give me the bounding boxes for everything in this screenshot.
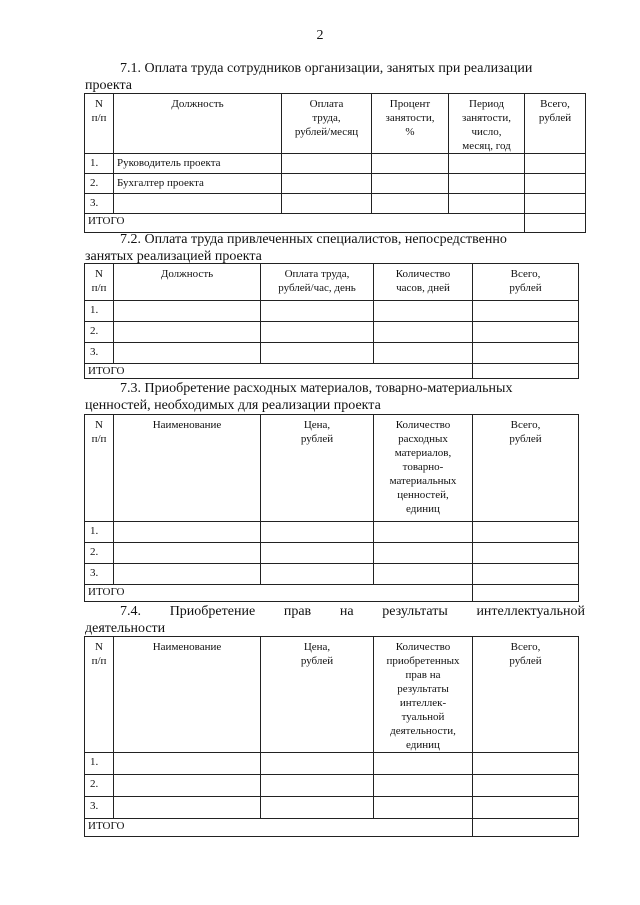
table-cell[interactable] bbox=[372, 154, 449, 174]
total-value-cell[interactable] bbox=[525, 214, 586, 233]
column-header: N п/п bbox=[85, 637, 114, 753]
table-7-4 bbox=[84, 636, 579, 837]
column-header: N п/п bbox=[85, 415, 114, 522]
row-number-cell: 1. bbox=[85, 753, 114, 775]
section-7-3-heading bbox=[85, 380, 585, 414]
table-cell[interactable] bbox=[449, 154, 525, 174]
table-cell[interactable] bbox=[374, 564, 473, 585]
table-cell[interactable] bbox=[261, 322, 374, 343]
row-number-cell: 3. bbox=[85, 194, 114, 214]
table-row bbox=[85, 174, 586, 194]
section-7-3-heading-line2: ценностей, необходимых для реализации проекта bbox=[85, 398, 381, 413]
section-7-2-heading-line2: занятых реализацией проекта bbox=[85, 249, 262, 264]
total-value-cell[interactable] bbox=[473, 364, 579, 379]
table-cell[interactable] bbox=[473, 322, 579, 343]
column-header: Наименование bbox=[114, 637, 261, 753]
total-value-cell[interactable] bbox=[473, 585, 579, 602]
table-7-2 bbox=[84, 263, 579, 379]
table-cell[interactable] bbox=[261, 301, 374, 322]
table-row bbox=[85, 564, 579, 585]
column-header: Наименование bbox=[114, 415, 261, 522]
column-header: Оплата труда, рублей/месяц bbox=[282, 94, 372, 154]
section-7-4-heading-line1: 7.4. Приобретение прав на результаты интеллектуальной bbox=[120, 604, 585, 619]
table-cell[interactable] bbox=[473, 797, 579, 819]
table-cell[interactable] bbox=[114, 322, 261, 343]
row-number-cell: 3. bbox=[85, 564, 114, 585]
table-row bbox=[85, 522, 579, 543]
table-header-row bbox=[85, 264, 579, 301]
table-row bbox=[85, 753, 579, 775]
row-number-cell: 1. bbox=[85, 301, 114, 322]
table-cell[interactable] bbox=[374, 797, 473, 819]
table-cell[interactable] bbox=[261, 753, 374, 775]
row-number-cell: 2. bbox=[85, 775, 114, 797]
row-number-cell: 1. bbox=[85, 154, 114, 174]
table-7-1 bbox=[84, 93, 586, 233]
table-cell[interactable] bbox=[473, 564, 579, 585]
table-cell[interactable] bbox=[449, 174, 525, 194]
table-header-row bbox=[85, 94, 586, 154]
table-cell[interactable] bbox=[114, 543, 261, 564]
column-header: Оплата труда, рублей/час, день bbox=[261, 264, 374, 301]
row-number-cell: 3. bbox=[85, 797, 114, 819]
table-cell[interactable] bbox=[473, 543, 579, 564]
table-cell[interactable] bbox=[282, 174, 372, 194]
table-cell[interactable]: Бухгалтер проекта bbox=[114, 174, 282, 194]
table-cell[interactable] bbox=[473, 522, 579, 543]
table-cell[interactable] bbox=[374, 301, 473, 322]
table-cell[interactable] bbox=[525, 154, 586, 174]
table-cell[interactable] bbox=[282, 194, 372, 214]
table-cell[interactable] bbox=[282, 154, 372, 174]
table-row bbox=[85, 322, 579, 343]
table-cell[interactable] bbox=[374, 543, 473, 564]
total-row bbox=[85, 364, 579, 379]
table-row bbox=[85, 194, 586, 214]
column-header: Всего, рублей bbox=[473, 264, 579, 301]
table-cell[interactable] bbox=[473, 301, 579, 322]
section-7-1-heading-line2: проекта bbox=[85, 78, 132, 93]
table-cell[interactable] bbox=[114, 301, 261, 322]
table-cell[interactable] bbox=[114, 343, 261, 364]
column-header: Всего, рублей bbox=[473, 637, 579, 753]
table-cell[interactable] bbox=[374, 775, 473, 797]
row-number-cell: 3. bbox=[85, 343, 114, 364]
section-7-1-heading-line1: 7.1. Оплата труда сотрудников организации, занятых при реализации bbox=[120, 61, 533, 76]
row-number-cell: 2. bbox=[85, 543, 114, 564]
column-header: Цена, рублей bbox=[261, 637, 374, 753]
total-value-cell[interactable] bbox=[473, 819, 579, 837]
table-cell[interactable] bbox=[114, 564, 261, 585]
table-header-row bbox=[85, 415, 579, 522]
table-cell[interactable] bbox=[374, 322, 473, 343]
total-label: ИТОГО bbox=[85, 214, 525, 233]
table-cell[interactable] bbox=[374, 522, 473, 543]
column-header: Должность bbox=[114, 94, 282, 154]
table-cell[interactable] bbox=[261, 522, 374, 543]
table-cell[interactable] bbox=[473, 753, 579, 775]
column-header: Цена, рублей bbox=[261, 415, 374, 522]
column-header: Процент занятости, % bbox=[372, 94, 449, 154]
total-row bbox=[85, 214, 586, 233]
section-7-2-heading bbox=[85, 231, 585, 265]
column-header: Всего, рублей bbox=[473, 415, 579, 522]
total-label: ИТОГО bbox=[85, 364, 473, 379]
section-7-3-heading-line1: 7.3. Приобретение расходных материалов, товарно-материальных bbox=[120, 381, 513, 396]
column-header: Всего, рублей bbox=[525, 94, 586, 154]
table-cell[interactable] bbox=[525, 174, 586, 194]
row-number-cell: 1. bbox=[85, 522, 114, 543]
table-row bbox=[85, 301, 579, 322]
table-cell[interactable] bbox=[374, 753, 473, 775]
table-header-row bbox=[85, 637, 579, 753]
total-label: ИТОГО bbox=[85, 819, 473, 837]
total-row bbox=[85, 585, 579, 602]
row-number-cell: 2. bbox=[85, 322, 114, 343]
column-header: Должность bbox=[114, 264, 261, 301]
table-row bbox=[85, 154, 586, 174]
table-cell[interactable] bbox=[261, 543, 374, 564]
table-cell[interactable] bbox=[261, 797, 374, 819]
page-number: 2 bbox=[316, 28, 324, 43]
section-7-1-heading bbox=[85, 60, 585, 94]
table-7-3 bbox=[84, 414, 579, 602]
table-row bbox=[85, 797, 579, 819]
section-7-4-heading bbox=[85, 603, 585, 637]
table-cell[interactable] bbox=[473, 775, 579, 797]
section-7-4-heading-line2: деятельности bbox=[85, 621, 166, 636]
table-row bbox=[85, 775, 579, 797]
total-row bbox=[85, 819, 579, 837]
table-cell[interactable] bbox=[114, 753, 261, 775]
table-row bbox=[85, 343, 579, 364]
table-cell[interactable] bbox=[114, 522, 261, 543]
table-cell[interactable] bbox=[114, 797, 261, 819]
table-cell[interactable] bbox=[261, 343, 374, 364]
table-cell[interactable] bbox=[261, 564, 374, 585]
column-header: N п/п bbox=[85, 94, 114, 154]
table-cell[interactable] bbox=[372, 174, 449, 194]
table-cell[interactable] bbox=[473, 343, 579, 364]
table-row bbox=[85, 543, 579, 564]
column-header: Количество приобретенных прав на результаты интеллек- туальной деятельности, единиц bbox=[374, 637, 473, 753]
table-cell[interactable] bbox=[114, 194, 282, 214]
table-cell[interactable] bbox=[114, 775, 261, 797]
total-label: ИТОГО bbox=[85, 585, 473, 602]
table-cell[interactable] bbox=[374, 343, 473, 364]
table-cell[interactable]: Руководитель проекта bbox=[114, 154, 282, 174]
section-7-2-heading-line1: 7.2. Оплата труда привлеченных специалистов, непосредственно bbox=[120, 232, 507, 247]
column-header: Период занятости, число, месяц, год bbox=[449, 94, 525, 154]
table-cell[interactable] bbox=[525, 194, 586, 214]
column-header: Количество расходных материалов, товарно- материальных ценностей, единиц bbox=[374, 415, 473, 522]
table-cell[interactable] bbox=[372, 194, 449, 214]
table-cell[interactable] bbox=[261, 775, 374, 797]
column-header: N п/п bbox=[85, 264, 114, 301]
row-number-cell: 2. bbox=[85, 174, 114, 194]
table-cell[interactable] bbox=[449, 194, 525, 214]
column-header: Количество часов, дней bbox=[374, 264, 473, 301]
